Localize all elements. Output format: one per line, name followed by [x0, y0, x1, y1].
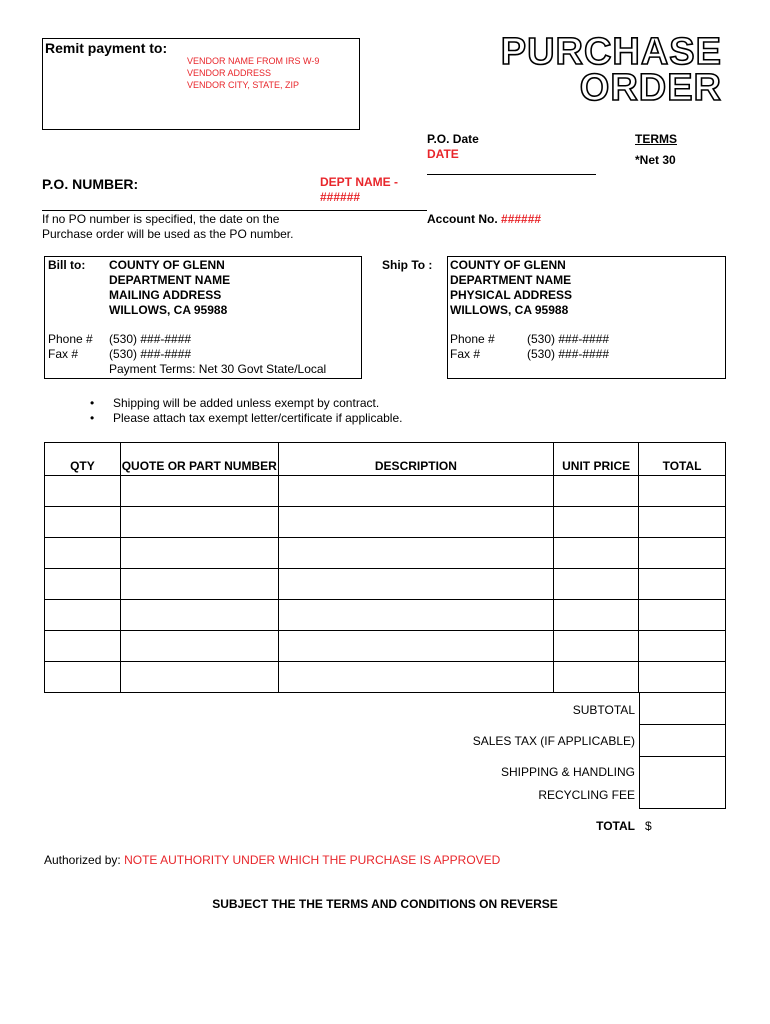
part-cell[interactable]: [120, 538, 278, 569]
notes-list: [90, 396, 402, 426]
col-part-number: QUOTE OR PART NUMBER: [120, 443, 278, 476]
account: [427, 212, 541, 226]
po-number-label: P.O. NUMBER:: [42, 176, 139, 192]
bill-to-label: Bill to:: [48, 258, 86, 272]
unit-price-cell[interactable]: [554, 662, 639, 693]
bill-to-phone: (530) ###-####: [109, 332, 192, 346]
part-cell[interactable]: [120, 662, 278, 693]
total-cell[interactable]: [639, 476, 726, 507]
ship-to-contact-values: [527, 332, 609, 362]
bill-to-fax: (530) ###-####: [109, 347, 192, 361]
vendor-info: [187, 55, 319, 91]
total-label: TOTAL: [596, 819, 635, 833]
ship-to-line: COUNTY OF GLENN: [450, 258, 566, 272]
po-date-label: P.O. Date: [427, 132, 479, 146]
qty-cell[interactable]: [45, 507, 121, 538]
bill-to-line: WILLOWS, CA 95988: [109, 303, 228, 317]
po-note-line1: If no PO number is specified, the date on the: [42, 212, 280, 226]
ship-to-phone-label: Phone #: [450, 332, 495, 346]
po-date-line: [427, 174, 596, 175]
table-row: [45, 600, 726, 631]
part-cell[interactable]: [120, 507, 278, 538]
ship-to-line: WILLOWS, CA 95988: [450, 303, 569, 317]
authorized-label: Authorized by:: [44, 853, 121, 867]
vendor-name: VENDOR NAME FROM IRS W-9: [187, 56, 320, 66]
ship-to-line: DEPARTMENT NAME: [450, 273, 572, 287]
ship-to-address: [450, 258, 572, 318]
description-cell[interactable]: [278, 662, 554, 693]
bill-to-line: COUNTY OF GLENN: [109, 258, 225, 272]
ship-to-contact-labels: [450, 332, 495, 362]
dept-name: [320, 175, 398, 205]
total-currency: $: [645, 819, 652, 833]
vendor-city: VENDOR CITY, STATE, ZIP: [187, 80, 300, 90]
title-line2: ORDER: [579, 67, 722, 109]
authorized-value: NOTE AUTHORITY UNDER WHICH THE PURCHASE IS APPROVED: [124, 853, 501, 867]
ship-to-fax: (530) ###-####: [527, 347, 610, 361]
table-row: [45, 662, 726, 693]
payment-terms: Payment Terms: Net 30 Govt State/Local: [109, 362, 327, 376]
col-total: TOTAL: [639, 443, 726, 476]
bill-to-fax-label: Fax #: [48, 347, 79, 361]
qty-cell[interactable]: [45, 569, 121, 600]
bill-to-contact-labels: [48, 332, 93, 362]
vendor-address: VENDOR ADDRESS: [187, 68, 272, 78]
total-cell[interactable]: [639, 600, 726, 631]
authorized-by: [44, 853, 500, 867]
total-cell[interactable]: [639, 569, 726, 600]
sales-tax-box[interactable]: [639, 724, 726, 757]
part-cell[interactable]: [120, 569, 278, 600]
description-cell[interactable]: [278, 600, 554, 631]
qty-cell[interactable]: [45, 631, 121, 662]
qty-cell[interactable]: [45, 476, 121, 507]
sales-tax-label: SALES TAX (IF APPLICABLE): [472, 734, 635, 748]
note-item: • Shipping will be added unless exempt by contract.: [90, 396, 380, 410]
total-cell[interactable]: [639, 631, 726, 662]
table-row: [45, 569, 726, 600]
ship-to-line: PHYSICAL ADDRESS: [450, 288, 573, 302]
note-item: • Please attach tax exempt letter/certificate if applicable.: [90, 411, 403, 425]
qty-cell[interactable]: [45, 600, 121, 631]
po-date-value: DATE: [427, 147, 459, 161]
bill-to-line: DEPARTMENT NAME: [109, 273, 231, 287]
description-cell[interactable]: [278, 476, 554, 507]
qty-cell[interactable]: [45, 662, 121, 693]
bill-to-line: MAILING ADDRESS: [109, 288, 222, 302]
table-row: [45, 538, 726, 569]
unit-price-cell[interactable]: [554, 538, 639, 569]
title-line1: PURCHASE: [500, 31, 722, 73]
table-header-row: [45, 443, 726, 476]
bullet-icon: •: [90, 411, 95, 425]
table-row: [45, 507, 726, 538]
bullet-icon: •: [90, 396, 95, 410]
ship-to-label: Ship To :: [382, 258, 433, 272]
recycling-label: RECYCLING FEE: [538, 788, 635, 802]
unit-price-cell[interactable]: [554, 476, 639, 507]
description-cell[interactable]: [278, 507, 554, 538]
qty-cell[interactable]: [45, 538, 121, 569]
document-title: [482, 31, 722, 109]
description-cell[interactable]: [278, 631, 554, 662]
po-note-line2: Purchase order will be used as the PO number.: [42, 227, 294, 241]
subtotal-box[interactable]: [639, 692, 726, 725]
account-label: Account No.: [427, 212, 498, 226]
unit-price-cell[interactable]: [554, 631, 639, 662]
col-unit-price: UNIT PRICE: [554, 443, 639, 476]
unit-price-cell[interactable]: [554, 569, 639, 600]
total-cell[interactable]: [639, 507, 726, 538]
shipping-recycling-box[interactable]: [639, 756, 726, 809]
col-description: DESCRIPTION: [278, 443, 554, 476]
description-cell[interactable]: [278, 538, 554, 569]
items-table: [44, 442, 726, 693]
unit-price-cell[interactable]: [554, 507, 639, 538]
bill-to-phone-label: Phone #: [48, 332, 93, 346]
part-cell[interactable]: [120, 600, 278, 631]
terms-label: TERMS: [635, 132, 677, 146]
part-cell[interactable]: [120, 476, 278, 507]
po-note: [42, 212, 293, 242]
ship-to-fax-label: Fax #: [450, 347, 481, 361]
terms-footer: SUBJECT THE THE TERMS AND CONDITIONS ON REVERSE: [212, 897, 558, 911]
table-row: [45, 476, 726, 507]
terms-value: *Net 30: [635, 153, 676, 167]
description-cell[interactable]: [278, 569, 554, 600]
total-cell[interactable]: [639, 662, 726, 693]
ship-to-phone: (530) ###-####: [527, 332, 610, 346]
bill-to-contact-values: [109, 332, 326, 377]
unit-price-cell[interactable]: [554, 600, 639, 631]
po-number-line: [42, 210, 427, 211]
dept-name-line2: ######: [320, 190, 361, 204]
shipping-label: SHIPPING & HANDLING: [500, 765, 635, 779]
remit-label: Remit payment to:: [45, 40, 168, 56]
col-qty: QTY: [45, 443, 121, 476]
dept-name-line1: DEPT NAME -: [320, 175, 398, 189]
total-cell[interactable]: [639, 538, 726, 569]
part-cell[interactable]: [120, 631, 278, 662]
bill-to-address: [109, 258, 230, 318]
table-row: [45, 631, 726, 662]
account-value: ######: [501, 212, 542, 226]
subtotal-label: SUBTOTAL: [572, 703, 635, 717]
